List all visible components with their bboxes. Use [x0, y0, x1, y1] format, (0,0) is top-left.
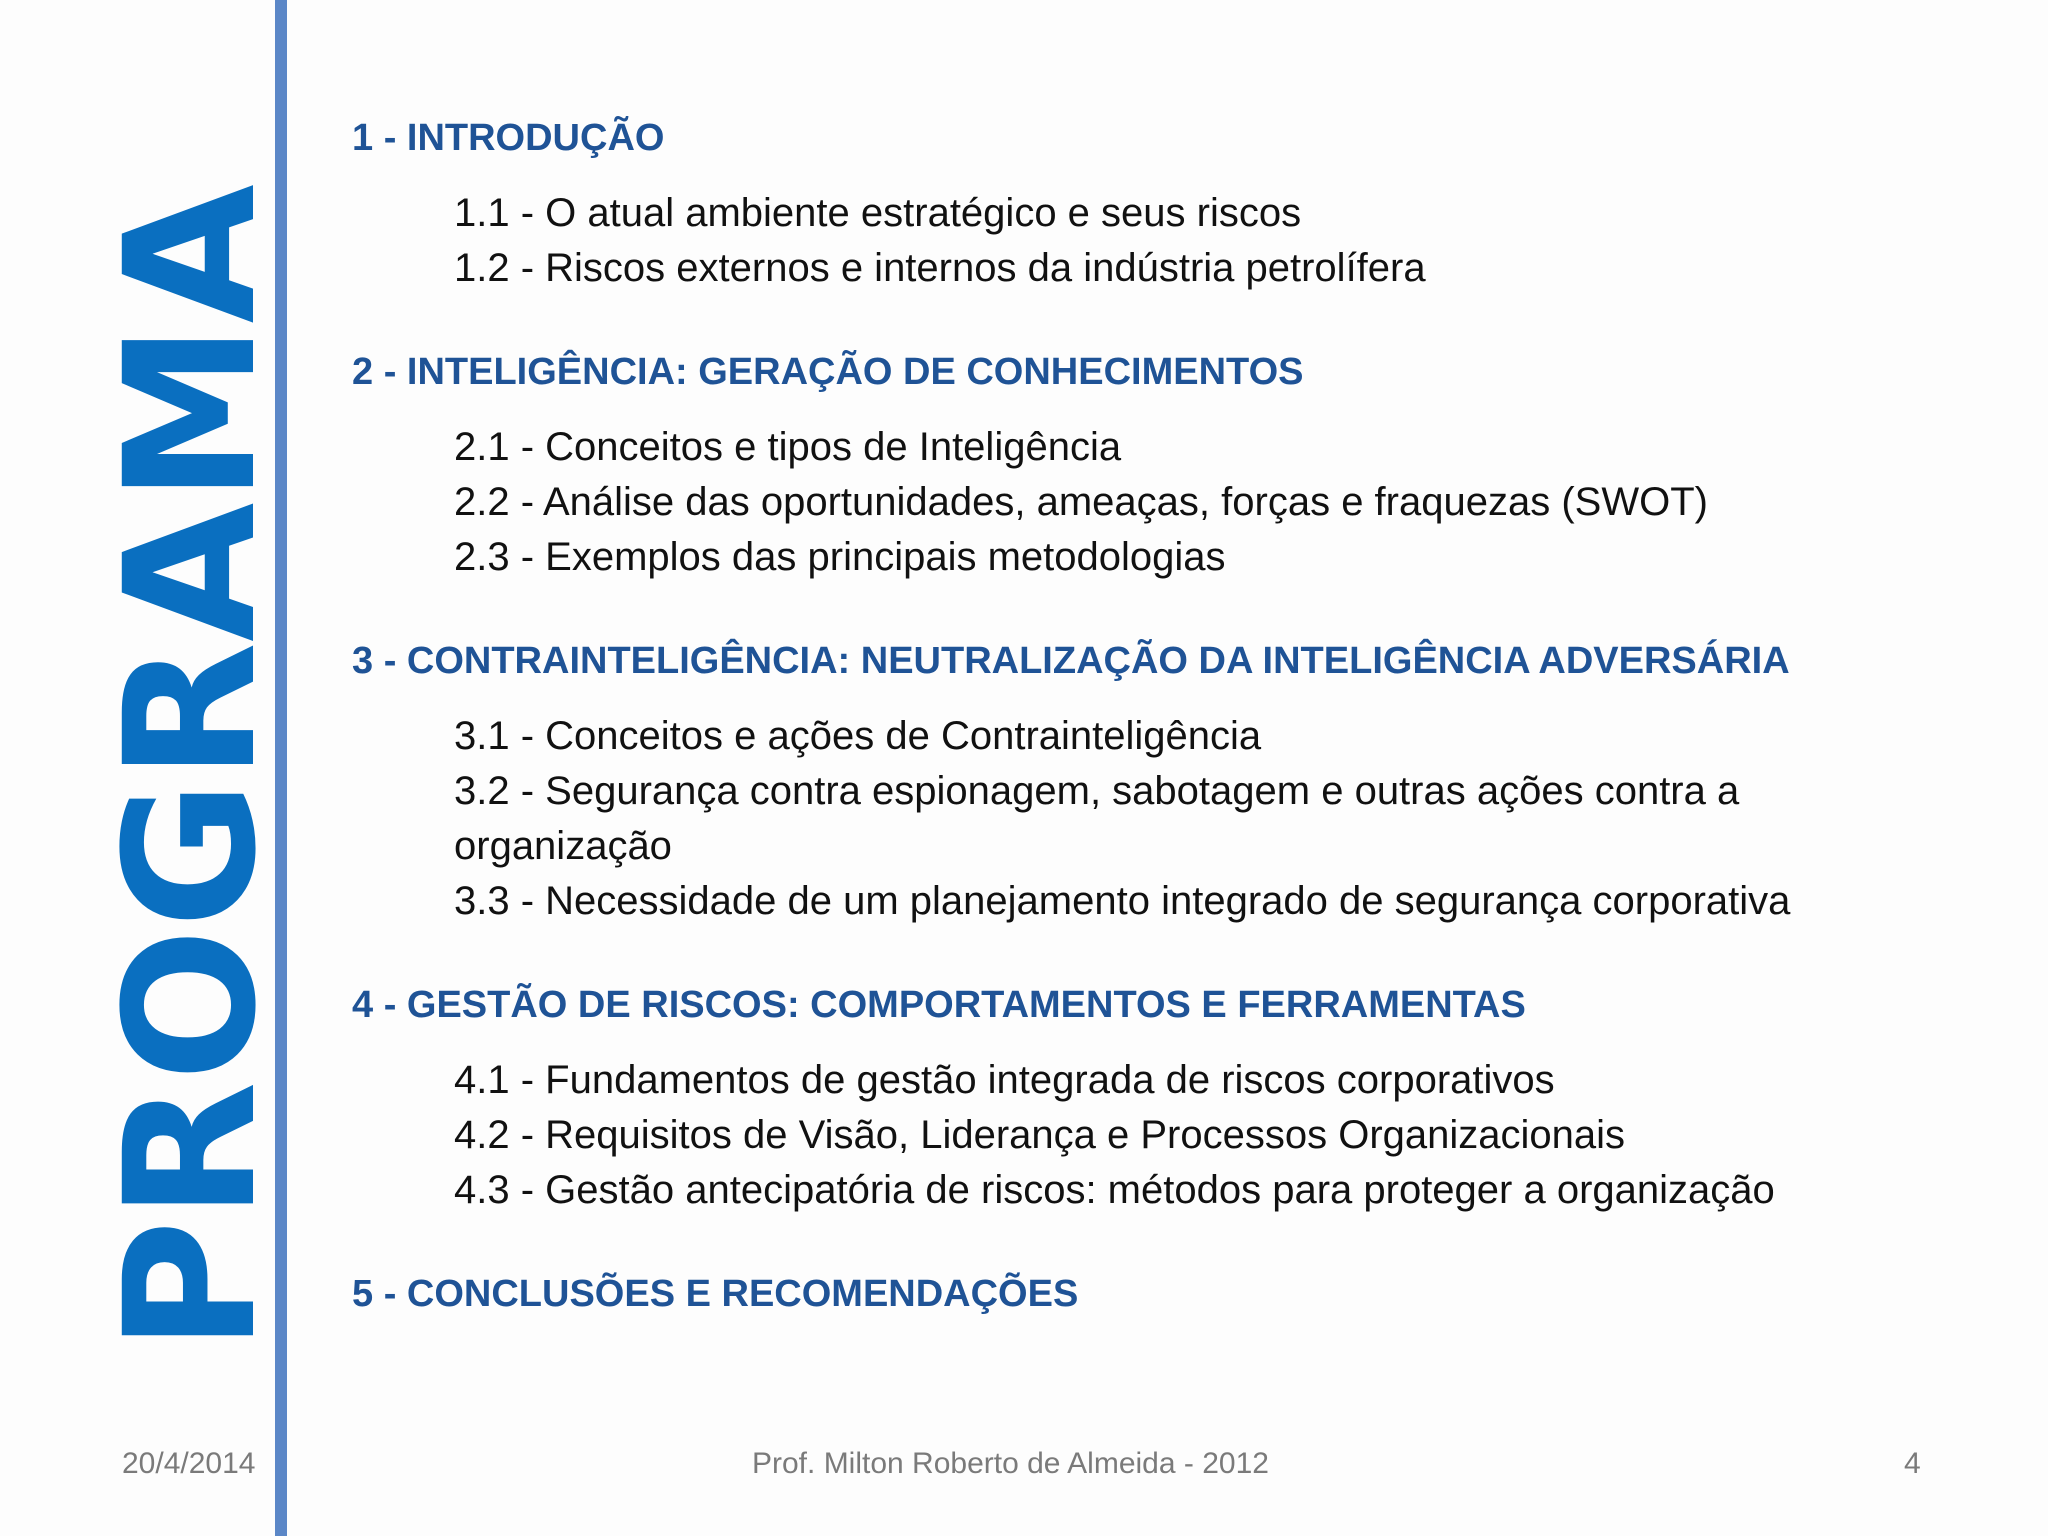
section-title: 1 - INTRODUÇÃO	[352, 117, 665, 159]
side-title: PROGRAMA	[87, 184, 296, 1352]
list-item: 4.3 - Gestão antecipatória de riscos: métodos para proteger a organização	[454, 1168, 1775, 1212]
list-item: 1.2 - Riscos externos e internos da indústria petrolífera	[454, 246, 1426, 290]
section-5	[352, 1266, 1932, 1322]
list-item: 3.3 - Necessidade de um planejamento integrado de segurança corporativa	[454, 879, 1791, 923]
section-items	[454, 420, 1932, 585]
program-outline	[352, 110, 1932, 1322]
section-title: 5 - CONCLUSÕES E RECOMENDAÇÕES	[352, 1273, 1079, 1315]
section-1	[352, 110, 1932, 296]
footer-date: 20/4/2014	[122, 1447, 256, 1480]
section-items	[454, 186, 1932, 296]
section-title: 2 - INTELIGÊNCIA: GERAÇÃO DE CONHECIMENTOS	[352, 351, 1304, 393]
section-items	[454, 1053, 1932, 1218]
list-item: 1.1 - O atual ambiente estratégico e seus riscos	[454, 191, 1302, 235]
section-2	[352, 344, 1932, 585]
section-title: 4 - GESTÃO DE RISCOS: COMPORTAMENTOS E FERRAMENTAS	[352, 984, 1526, 1026]
page-number: 4	[1904, 1447, 1921, 1480]
section-3	[352, 633, 1932, 929]
list-item: 3.1 - Conceitos e ações de Contrainteligência	[454, 714, 1262, 758]
section-4	[352, 977, 1932, 1218]
list-item: 2.1 - Conceitos e tipos de Inteligência	[454, 425, 1122, 469]
list-item: 4.1 - Fundamentos de gestão integrada de riscos corporativos	[454, 1058, 1555, 1102]
list-item: 3.2 - Segurança contra espionagem, sabotagem e outras ações contra a organização	[454, 769, 1740, 868]
footer-author: Prof. Milton Roberto de Almeida - 2012	[752, 1447, 1269, 1480]
list-item: 4.2 - Requisitos de Visão, Liderança e Processos Organizacionais	[454, 1113, 1626, 1157]
section-title: 3 - CONTRAINTELIGÊNCIA: NEUTRALIZAÇÃO DA INTELIGÊNCIA ADVERSÁRIA	[352, 640, 1790, 682]
list-item: 2.3 - Exemplos das principais metodologias	[454, 535, 1226, 579]
list-item: 2.2 - Análise das oportunidades, ameaças, forças e fraquezas (SWOT)	[454, 480, 1708, 524]
section-items	[454, 709, 1932, 929]
